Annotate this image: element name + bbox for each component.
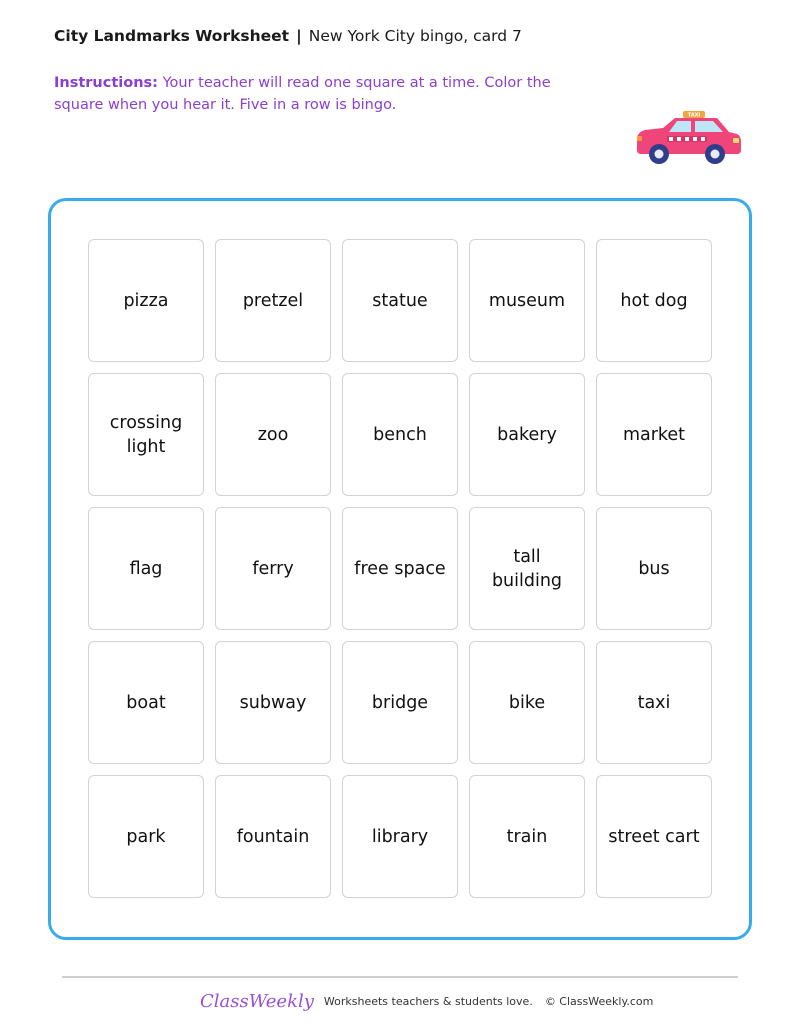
instructions-text: Your teacher will read one square at a time. Color the square when you hear it. Five in a row is bingo. (54, 75, 551, 113)
bingo-square[interactable]: hot dog (596, 239, 712, 362)
taxi-icon (633, 106, 743, 168)
bingo-square[interactable]: statue (342, 239, 458, 362)
footer-tagline: Worksheets teachers & students love. (323, 994, 533, 1008)
bingo-square[interactable]: tall building (469, 507, 585, 630)
bingo-square[interactable]: fountain (215, 775, 331, 898)
header-separator: | (296, 27, 302, 45)
bingo-square[interactable]: boat (88, 641, 204, 764)
bingo-square[interactable]: pizza (88, 239, 204, 362)
instructions-label: Instructions: (54, 75, 158, 91)
bingo-square[interactable]: crossing light (88, 373, 204, 496)
bingo-square[interactable]: subway (215, 641, 331, 764)
worksheet-header (54, 25, 522, 47)
bingo-square[interactable]: library (342, 775, 458, 898)
bingo-square[interactable]: market (596, 373, 712, 496)
bingo-square[interactable]: flag (88, 507, 204, 630)
bingo-square[interactable]: pretzel (215, 239, 331, 362)
brand-logo[interactable]: ClassWeekly (200, 990, 314, 1012)
bingo-square[interactable]: bridge (342, 641, 458, 764)
worksheet-subtitle: New York City bingo, card 7 (308, 27, 522, 45)
bingo-grid (88, 239, 712, 898)
taxi-roof-sign: TAXI (687, 112, 701, 119)
bingo-square[interactable]: bike (469, 641, 585, 764)
bingo-square[interactable]: museum (469, 239, 585, 362)
footer-divider (62, 976, 738, 978)
bingo-square[interactable]: bakery (469, 373, 585, 496)
instructions (54, 73, 574, 116)
footer-copyright: © ClassWeekly.com (544, 994, 654, 1008)
bingo-square[interactable]: train (469, 775, 585, 898)
bingo-square[interactable]: zoo (215, 373, 331, 496)
bingo-square[interactable]: free space (342, 507, 458, 630)
bingo-square[interactable]: taxi (596, 641, 712, 764)
bingo-square[interactable]: ferry (215, 507, 331, 630)
bingo-square[interactable]: park (88, 775, 204, 898)
bingo-square[interactable]: street cart (596, 775, 712, 898)
footer (200, 987, 653, 1015)
bingo-square[interactable]: bus (596, 507, 712, 630)
worksheet-title: City Landmarks Worksheet (54, 27, 290, 45)
bingo-square[interactable]: bench (342, 373, 458, 496)
